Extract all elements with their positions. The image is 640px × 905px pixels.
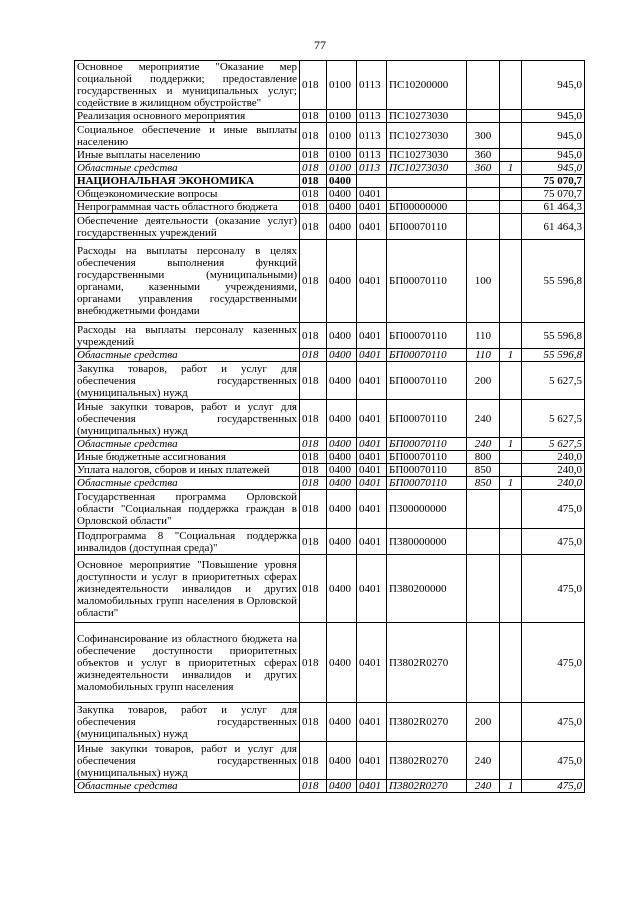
- row-name: Государственная программа Орловской области "Социальная поддержка граждан в Орловской области": [75, 490, 300, 529]
- row-expense-type: [467, 188, 500, 201]
- row-expense-type: 850: [467, 477, 500, 490]
- row-target-article: БП00070110: [387, 362, 467, 400]
- row-subsection: 0401: [357, 703, 387, 742]
- row-expense-type: [467, 61, 500, 110]
- row-funding-flag: [500, 464, 522, 477]
- table-row: [75, 123, 585, 149]
- row-grbs: 018: [300, 490, 327, 529]
- row-amount: 75 070,7: [522, 175, 585, 188]
- row-amount: 945,0: [522, 149, 585, 162]
- row-section: 0400: [327, 438, 357, 451]
- row-expense-type: [467, 555, 500, 623]
- row-section: 0400: [327, 451, 357, 464]
- row-expense-type: 200: [467, 362, 500, 400]
- row-section: 0100: [327, 110, 357, 123]
- row-target-article: БП00070110: [387, 240, 467, 323]
- table-row: [75, 323, 585, 349]
- row-target-article: П3802R0270: [387, 742, 467, 780]
- row-expense-type: [467, 623, 500, 703]
- row-grbs: 018: [300, 188, 327, 201]
- row-amount: 5 627,5: [522, 400, 585, 438]
- table-row: [75, 490, 585, 529]
- row-grbs: 018: [300, 780, 327, 793]
- row-section: 0400: [327, 477, 357, 490]
- row-expense-type: 800: [467, 451, 500, 464]
- budget-table: [74, 60, 585, 793]
- row-name: Расходы на выплаты персоналу в целях обеспечения выполнения функций государственными (муниципальными) органами, казенными учреждениями, органами управления государственными внебюджетными фондами: [75, 240, 300, 323]
- table-row: [75, 240, 585, 323]
- page-number: 77: [314, 38, 326, 52]
- table-row: [75, 464, 585, 477]
- table-row: [75, 703, 585, 742]
- row-name: Закупка товаров, работ и услуг для обеспечения государственных (муниципальных) нужд: [75, 703, 300, 742]
- row-grbs: 018: [300, 323, 327, 349]
- row-grbs: 018: [300, 742, 327, 780]
- row-expense-type: 300: [467, 123, 500, 149]
- row-expense-type: [467, 201, 500, 214]
- row-grbs: 018: [300, 349, 327, 362]
- row-funding-flag: [500, 555, 522, 623]
- row-name: Софинансирование из областного бюджета на обеспечение доступности приоритетных объектов и услуг в приоритетных сферах жизнедеятельности инвалидов и других маломобильных групп населения: [75, 623, 300, 703]
- row-grbs: 018: [300, 149, 327, 162]
- row-funding-flag: [500, 240, 522, 323]
- row-section: 0400: [327, 175, 357, 188]
- row-amount: 475,0: [522, 742, 585, 780]
- row-name: Обеспечение деятельности (оказание услуг) государственных учреждений: [75, 214, 300, 240]
- table-row: [75, 61, 585, 110]
- row-name: Иные закупки товаров, работ и услуг для обеспечения государственных (муниципальных) нужд: [75, 400, 300, 438]
- row-amount: 5 627,5: [522, 438, 585, 451]
- row-amount: 475,0: [522, 529, 585, 555]
- row-grbs: 018: [300, 110, 327, 123]
- row-funding-flag: 1: [500, 438, 522, 451]
- row-section: 0400: [327, 188, 357, 201]
- row-amount: 945,0: [522, 162, 585, 175]
- row-amount: 55 596,8: [522, 323, 585, 349]
- row-funding-flag: [500, 529, 522, 555]
- row-grbs: 018: [300, 400, 327, 438]
- row-name: Социальное обеспечение и иные выплаты населению: [75, 123, 300, 149]
- row-name: Основное мероприятие "Повышение уровня доступности и услуг в приоритетных сферах жизнедеятельности инвалидов и других маломобильных групп населения в Орловской области": [75, 555, 300, 623]
- row-target-article: П380000000: [387, 529, 467, 555]
- table-row: [75, 623, 585, 703]
- row-section: 0100: [327, 123, 357, 149]
- row-section: 0100: [327, 149, 357, 162]
- row-amount: 240,0: [522, 477, 585, 490]
- row-subsection: 0401: [357, 780, 387, 793]
- table-row: [75, 188, 585, 201]
- row-expense-type: 110: [467, 323, 500, 349]
- row-subsection: 0401: [357, 529, 387, 555]
- row-amount: 75 070,7: [522, 188, 585, 201]
- row-funding-flag: [500, 703, 522, 742]
- row-section: 0400: [327, 529, 357, 555]
- row-subsection: 0113: [357, 123, 387, 149]
- row-funding-flag: [500, 110, 522, 123]
- row-funding-flag: [500, 451, 522, 464]
- row-funding-flag: 1: [500, 349, 522, 362]
- row-name: Общеэкономические вопросы: [75, 188, 300, 201]
- row-name: Основное мероприятие "Оказание мер социальной поддержки; предоставление государственных и муниципальных услуг; содействие в жилищном обустройстве": [75, 61, 300, 110]
- row-amount: 55 596,8: [522, 240, 585, 323]
- row-grbs: 018: [300, 477, 327, 490]
- row-funding-flag: [500, 149, 522, 162]
- row-target-article: БП00070110: [387, 477, 467, 490]
- table-row: [75, 529, 585, 555]
- row-funding-flag: [500, 490, 522, 529]
- row-funding-flag: [500, 201, 522, 214]
- row-amount: 945,0: [522, 61, 585, 110]
- row-funding-flag: [500, 323, 522, 349]
- row-subsection: 0113: [357, 149, 387, 162]
- row-subsection: 0401: [357, 362, 387, 400]
- row-section: 0400: [327, 623, 357, 703]
- row-section: 0400: [327, 464, 357, 477]
- row-funding-flag: 1: [500, 162, 522, 175]
- row-target-article: БП00070110: [387, 464, 467, 477]
- row-grbs: 018: [300, 201, 327, 214]
- table-row: [75, 400, 585, 438]
- table-row: [75, 149, 585, 162]
- table-row: [75, 162, 585, 175]
- row-subsection: 0401: [357, 214, 387, 240]
- row-expense-type: 850: [467, 464, 500, 477]
- table-row: [75, 477, 585, 490]
- row-grbs: 018: [300, 464, 327, 477]
- row-name: Областные средства: [75, 780, 300, 793]
- row-amount: 475,0: [522, 623, 585, 703]
- table-row: [75, 742, 585, 780]
- row-name: Уплата налогов, сборов и иных платежей: [75, 464, 300, 477]
- row-section: 0100: [327, 162, 357, 175]
- table-row: [75, 438, 585, 451]
- row-name: Расходы на выплаты персоналу казенных учреждений: [75, 323, 300, 349]
- row-grbs: 018: [300, 451, 327, 464]
- row-target-article: П3802R0270: [387, 780, 467, 793]
- row-section: 0400: [327, 240, 357, 323]
- row-target-article: БП00070110: [387, 214, 467, 240]
- row-section: 0400: [327, 780, 357, 793]
- row-amount: 61 464,3: [522, 214, 585, 240]
- row-grbs: 018: [300, 555, 327, 623]
- row-target-article: БП00070110: [387, 438, 467, 451]
- row-subsection: 0401: [357, 188, 387, 201]
- row-expense-type: [467, 110, 500, 123]
- row-amount: 475,0: [522, 780, 585, 793]
- row-target-article: БП00070110: [387, 349, 467, 362]
- row-name: Непрограммная часть областного бюджета: [75, 201, 300, 214]
- table-row: [75, 451, 585, 464]
- row-funding-flag: [500, 623, 522, 703]
- row-funding-flag: [500, 175, 522, 188]
- row-section: 0400: [327, 490, 357, 529]
- row-section: 0400: [327, 742, 357, 780]
- table-row: [75, 780, 585, 793]
- row-target-article: П3802R0270: [387, 623, 467, 703]
- row-section: 0400: [327, 214, 357, 240]
- row-grbs: 018: [300, 214, 327, 240]
- row-subsection: 0401: [357, 349, 387, 362]
- row-funding-flag: [500, 742, 522, 780]
- table-row: [75, 110, 585, 123]
- row-subsection: 0113: [357, 162, 387, 175]
- row-section: 0400: [327, 349, 357, 362]
- table-row: [75, 214, 585, 240]
- row-subsection: 0113: [357, 110, 387, 123]
- row-amount: 5 627,5: [522, 362, 585, 400]
- row-name: Иные выплаты населению: [75, 149, 300, 162]
- row-funding-flag: [500, 400, 522, 438]
- row-amount: 945,0: [522, 123, 585, 149]
- row-target-article: БП00070110: [387, 451, 467, 464]
- row-target-article: П300000000: [387, 490, 467, 529]
- row-name: Областные средства: [75, 438, 300, 451]
- row-grbs: 018: [300, 123, 327, 149]
- row-amount: 475,0: [522, 490, 585, 529]
- row-section: 0400: [327, 555, 357, 623]
- row-subsection: 0401: [357, 240, 387, 323]
- row-grbs: 018: [300, 240, 327, 323]
- row-expense-type: [467, 529, 500, 555]
- row-grbs: 018: [300, 529, 327, 555]
- row-subsection: 0401: [357, 400, 387, 438]
- row-funding-flag: [500, 188, 522, 201]
- row-target-article: ПС10273030: [387, 149, 467, 162]
- row-subsection: 0401: [357, 742, 387, 780]
- row-grbs: 018: [300, 175, 327, 188]
- row-grbs: 018: [300, 438, 327, 451]
- row-amount: 61 464,3: [522, 201, 585, 214]
- row-expense-type: 200: [467, 703, 500, 742]
- row-subsection: 0401: [357, 555, 387, 623]
- row-target-article: БП00070110: [387, 400, 467, 438]
- row-target-article: БП00000000: [387, 201, 467, 214]
- table-row: [75, 362, 585, 400]
- table-row: [75, 201, 585, 214]
- row-target-article: ПС10273030: [387, 123, 467, 149]
- row-section: 0400: [327, 201, 357, 214]
- row-section: 0100: [327, 61, 357, 110]
- row-expense-type: 240: [467, 780, 500, 793]
- row-expense-type: 240: [467, 742, 500, 780]
- row-subsection: 0401: [357, 201, 387, 214]
- row-funding-flag: [500, 123, 522, 149]
- row-subsection: 0401: [357, 323, 387, 349]
- row-target-article: П3802R0270: [387, 703, 467, 742]
- row-name: Иные закупки товаров, работ и услуг для обеспечения государственных (муниципальных) нужд: [75, 742, 300, 780]
- row-target-article: ПС10200000: [387, 61, 467, 110]
- row-name: Закупка товаров, работ и услуг для обеспечения государственных (муниципальных) нужд: [75, 362, 300, 400]
- row-name: Областные средства: [75, 349, 300, 362]
- row-subsection: 0401: [357, 623, 387, 703]
- row-name: Подпрограмма 8 "Социальная поддержка инвалидов (доступная среда)": [75, 529, 300, 555]
- row-name: Иные бюджетные ассигнования: [75, 451, 300, 464]
- row-funding-flag: [500, 61, 522, 110]
- row-expense-type: 240: [467, 438, 500, 451]
- row-target-article: ПС10273030: [387, 162, 467, 175]
- row-funding-flag: [500, 214, 522, 240]
- row-amount: 475,0: [522, 555, 585, 623]
- row-funding-flag: [500, 362, 522, 400]
- row-subsection: 0401: [357, 477, 387, 490]
- row-section: 0400: [327, 400, 357, 438]
- row-section: 0400: [327, 703, 357, 742]
- row-name: Областные средства: [75, 162, 300, 175]
- budget-table-body: [75, 61, 585, 793]
- row-grbs: 018: [300, 623, 327, 703]
- row-subsection: [357, 175, 387, 188]
- row-amount: 240,0: [522, 451, 585, 464]
- row-name: НАЦИОНАЛЬНАЯ ЭКОНОМИКА: [75, 175, 300, 188]
- row-target-article: БП00070110: [387, 323, 467, 349]
- row-grbs: 018: [300, 162, 327, 175]
- row-subsection: 0401: [357, 438, 387, 451]
- row-expense-type: 360: [467, 162, 500, 175]
- row-name: Реализация основного мероприятия: [75, 110, 300, 123]
- row-grbs: 018: [300, 703, 327, 742]
- row-subsection: 0113: [357, 61, 387, 110]
- row-expense-type: 360: [467, 149, 500, 162]
- row-expense-type: 100: [467, 240, 500, 323]
- table-row: [75, 349, 585, 362]
- row-section: 0400: [327, 362, 357, 400]
- row-expense-type: 240: [467, 400, 500, 438]
- row-expense-type: [467, 175, 500, 188]
- row-grbs: 018: [300, 61, 327, 110]
- row-expense-type: [467, 214, 500, 240]
- row-amount: 55 596,8: [522, 349, 585, 362]
- table-row: [75, 175, 585, 188]
- row-name: Областные средства: [75, 477, 300, 490]
- row-target-article: П380200000: [387, 555, 467, 623]
- row-amount: 240,0: [522, 464, 585, 477]
- row-expense-type: 110: [467, 349, 500, 362]
- table-row: [75, 555, 585, 623]
- row-subsection: 0401: [357, 464, 387, 477]
- row-target-article: [387, 175, 467, 188]
- row-target-article: ПС10273030: [387, 110, 467, 123]
- row-amount: 945,0: [522, 110, 585, 123]
- row-subsection: 0401: [357, 451, 387, 464]
- row-amount: 475,0: [522, 703, 585, 742]
- row-section: 0400: [327, 323, 357, 349]
- row-target-article: [387, 188, 467, 201]
- row-funding-flag: 1: [500, 477, 522, 490]
- row-expense-type: [467, 490, 500, 529]
- row-grbs: 018: [300, 362, 327, 400]
- row-subsection: 0401: [357, 490, 387, 529]
- row-funding-flag: 1: [500, 780, 522, 793]
